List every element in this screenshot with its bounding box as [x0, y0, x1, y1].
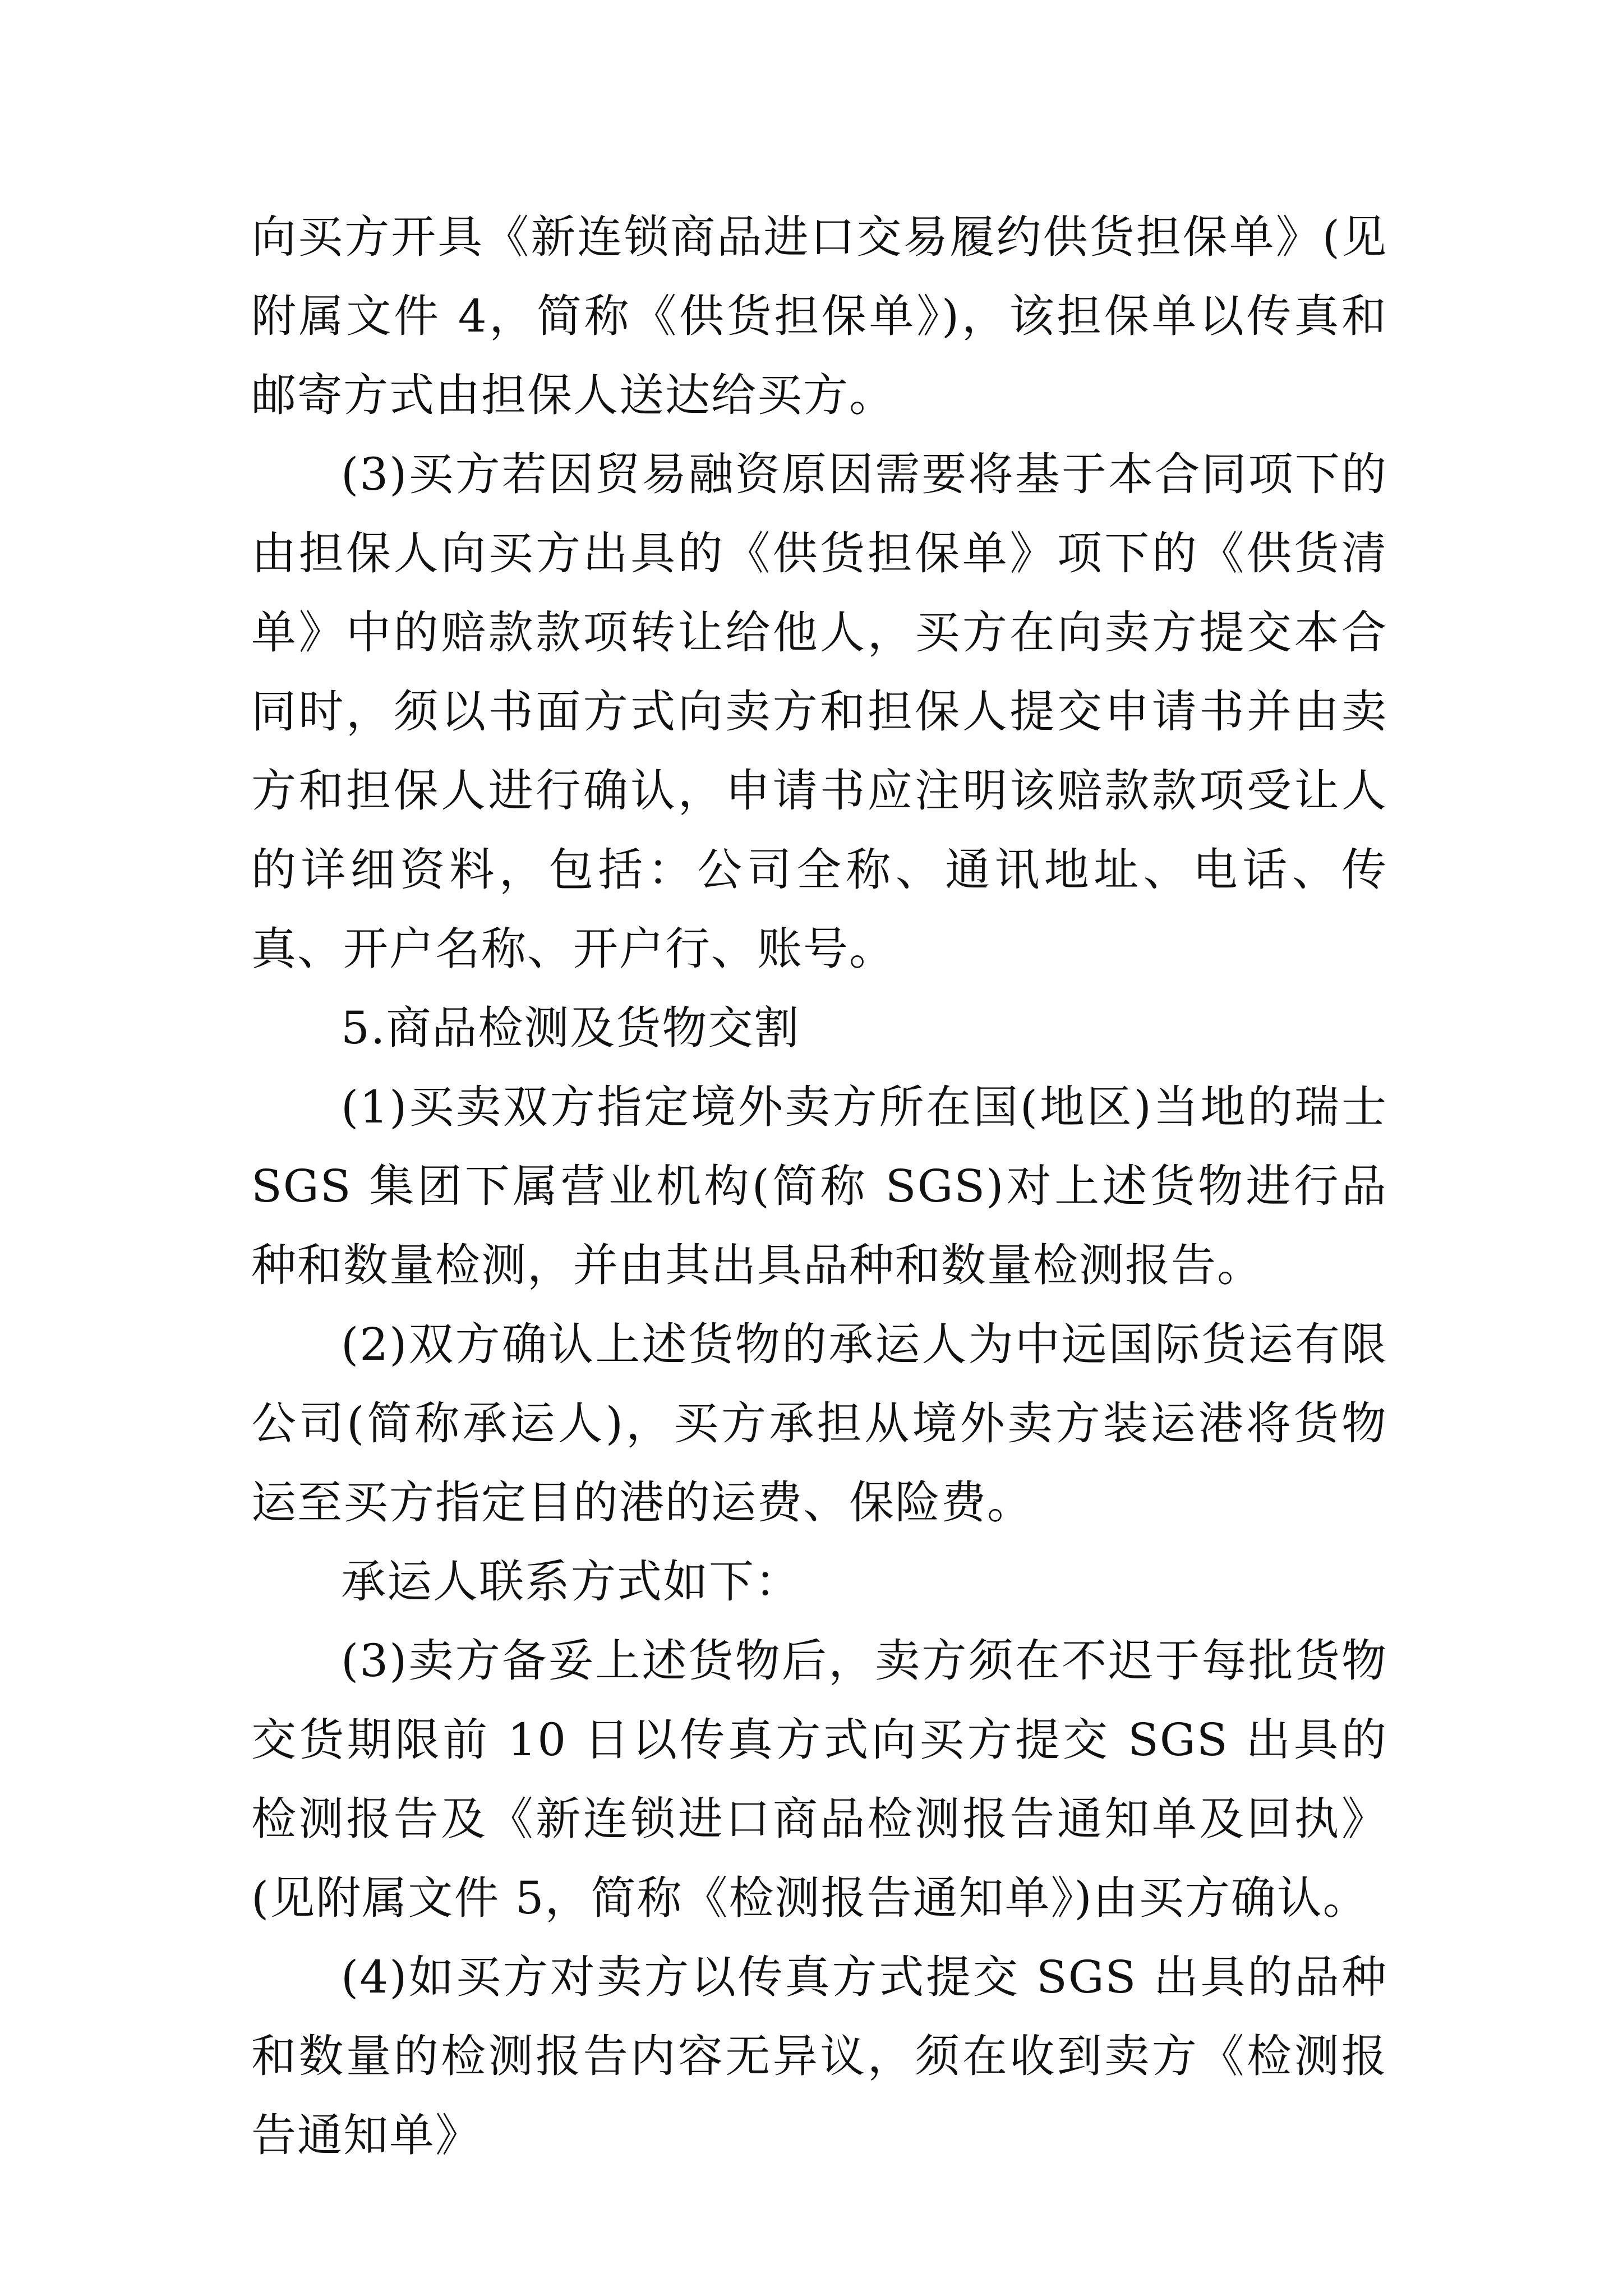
paragraph-clause-1-sgs: (1)买卖双方指定境外卖方所在国(地区)当地的瑞士 SGS 集团下属营业机构(简称 SGS)对上述货物进行品种和数量检测，并由其出具品种和数量检测报告。	[251, 1081, 1387, 1291]
section-heading-inspection: 5.商品检测及货物交割	[341, 1002, 800, 1054]
paragraph-clause-3-assignment: (3)买方若因贸易融资原因需要将基于本合同项下的由担保人向买方出具的《供货担保单》项下的《供货清单》中的赔款款项转让给他人，买方在向卖方提交本合同时，须以书面方式向卖方和担保人提交申请书并由卖方和担保人进行确认，申请书应注明该赔款款项受让人的详细资料，包括：公司全称、通讯地址、电话、传真、开户名称、开户行、账号。	[251, 448, 1387, 975]
paragraph-guarantee-continuation: 向买方开具《新连锁商品进口交易履约供货担保单》(见附属文件 4，简称《供货担保单》)，该担保单以传真和邮寄方式由担保人送达给买方。	[251, 211, 1387, 421]
paragraph-clause-2-carrier: (2)双方确认上述货物的承运人为中远国际货运有限公司(简称承运人)，买方承担从境外卖方装运港将货物运至买方指定目的港的运费、保险费。	[251, 1318, 1387, 1529]
paragraph-clause-3-report: (3)卖方备妥上述货物后，卖方须在不迟于每批货物交货期限前 10 日以传真方式向买方提交 SGS 出具的检测报告及《新连锁进口商品检测报告通知单及回执》(见附属文件 5，简称《检测报告通知单》)由买方确认。	[251, 1635, 1387, 1924]
document-body	[251, 197, 1387, 2175]
paragraph-clause-4-objection: (4)如买方对卖方以传真方式提交 SGS 出具的品种和数量的检测报告内容无异议，须在收到卖方《检测报告通知单》	[251, 1951, 1387, 2161]
paragraph-carrier-contact: 承运人联系方式如下：	[341, 1556, 801, 1608]
